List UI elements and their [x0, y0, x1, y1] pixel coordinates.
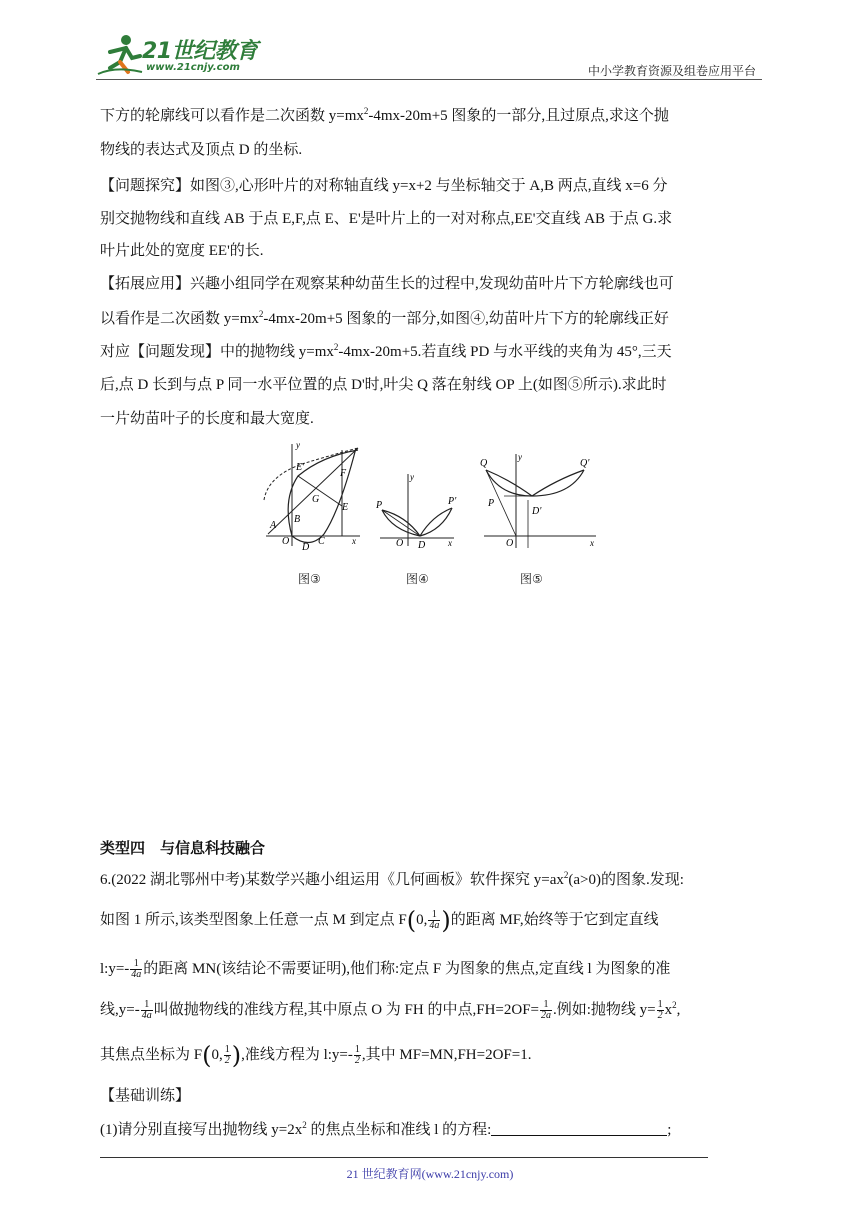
- fraction: $\frac{1}{2}$: [354, 1044, 360, 1066]
- header-platform-text: 中小学教育资源及组卷应用平台: [587, 64, 756, 78]
- text-line: 下方的轮廓线可以看作是二次函数 $y=mx^2-4mx-20m+5$ 图象的一部分,且过原点,求这个抛: [100, 106, 669, 124]
- text-line: 叶片此处的宽度 EE'的长.: [100, 243, 264, 259]
- text-line: 其焦点坐标为 F(0, $\frac{1}{2}$ ),准线方程为 l:y=- $\frac{1}{2}$ ,其中 MF=MN,FH=2OF=1.: [100, 1041, 532, 1070]
- fig3-label: O: [282, 536, 290, 547]
- fig3-label: C: [318, 536, 325, 547]
- fig3-label: A: [270, 520, 277, 531]
- section-title: 类型四 与信息科技融合: [100, 839, 266, 857]
- fig3-label: E': [296, 462, 305, 473]
- text-line: 后,点 D 长到与点 P 同一水平位置的点 D'时,叶尖 Q 落在射线 OP 上(如图⑤所示).求此时: [100, 377, 667, 393]
- text-line: 一片幼苗叶子的长度和最大宽度.: [100, 411, 314, 427]
- text-line: 【问题探究】如图③,心形叶片的对称轴直线 y=x+2 与坐标轴交于 A,B 两点,直线 x=6 分: [100, 178, 668, 194]
- fig4-label: D: [418, 540, 426, 550]
- figure-group: [262, 440, 602, 590]
- fig5-label: Q': [580, 458, 590, 469]
- text-line: 以看作是二次函数 $y=mx^2-4mx-20m+5$ 图象的一部分,如图④,幼苗叶片下方的轮廓线正好: [100, 309, 669, 327]
- text-line: 线,y=- $\frac{1}{4a}$ 叫做抛物线的准线方程,其中原点 O 为 FH 的中点,FH=2OF= $\frac{1}{2a}$ .例如:抛物线 y= $\frac{1}{2}$ $x^2$,: [100, 999, 681, 1021]
- fraction: $\frac{1}{2}$: [224, 1044, 230, 1066]
- runner-logo-icon: [96, 32, 144, 78]
- fig5-label: P: [488, 498, 495, 509]
- fig4-label: P: [376, 500, 383, 511]
- footer-divider: [100, 1157, 708, 1158]
- figure-5-caption: 图⑤: [520, 572, 543, 586]
- answer-blank[interactable]: [491, 1123, 667, 1136]
- fig4-label: x: [448, 538, 452, 548]
- text-line: 6.(2022 湖北鄂州中考)某数学兴趣小组运用《几何画板》软件探究 $y=ax^2(a>0)$的图象.发现:: [100, 870, 684, 888]
- fig4-label: P': [448, 496, 457, 507]
- fraction: $\frac{1}{4a}$: [131, 958, 142, 980]
- site-logo[interactable]: [96, 32, 266, 78]
- figure-3-caption: 图③: [298, 572, 321, 586]
- footer-text[interactable]: 21 世纪教育网(www.21cnjy.com): [346, 1167, 514, 1181]
- text-line: 对应【问题发现】中的抛物线 $y=mx^2-4mx-20m+5$.若直线 PD 与水平线的夹角为 45°,三天: [100, 342, 672, 360]
- fig5-label: D': [532, 506, 542, 517]
- figure-5-diagram: [480, 450, 602, 550]
- fig3-label: G: [312, 494, 320, 505]
- header-divider: [96, 79, 762, 80]
- text-line: 物线的表达式及顶点 D 的坐标.: [100, 142, 303, 158]
- fraction: $\frac{1}{2a}$: [541, 999, 551, 1021]
- text-line: 【拓展应用】兴趣小组同学在观察某种幼苗生长的过程中,发现幼苗叶片下方轮廓线也可: [100, 276, 674, 292]
- figure-3-diagram: [262, 440, 366, 550]
- logo-title: 21世纪教育: [142, 39, 258, 64]
- fig4-label: y: [410, 472, 414, 482]
- text-line: 别交抛物线和直线 AB 于点 E,F,点 E、E'是叶片上的一对对称点,EE'交直线 AB 于点 G.求: [100, 211, 673, 227]
- fig3-label: F: [340, 468, 347, 479]
- text-line: l:y=- $\frac{1}{4a}$ 的距离 MN(该结论不需要证明),他们称:定点 F 为图象的焦点,定直线 l 为图象的准: [100, 958, 671, 980]
- fig3-label: E: [342, 502, 349, 513]
- fig3-label: D: [302, 542, 310, 550]
- fig4-label: O: [396, 538, 404, 549]
- fig5-label: x: [590, 538, 594, 548]
- fraction: $\frac{1}{4a}$: [141, 999, 152, 1021]
- fig5-label: y: [518, 452, 522, 462]
- fig3-label: y: [296, 440, 300, 450]
- fig5-label: O: [506, 538, 514, 549]
- fraction: $\frac{1}{4a}$: [429, 909, 440, 931]
- fig5-label: Q: [480, 458, 488, 469]
- fraction: $\frac{1}{2}$: [657, 999, 663, 1021]
- logo-url: www.21cnjy.com: [146, 62, 240, 73]
- text-line: (1)请分别直接写出抛物线 $y=2x^2$ 的焦点坐标和准线 l 的方程: ;: [100, 1120, 672, 1138]
- text-line: 如图 1 所示,该类型图象上任意一点 M 到定点 F(0, $\frac{1}{4a}$ )的距离 MF,始终等于它到定直线: [100, 906, 659, 935]
- page-header: [96, 32, 762, 80]
- fig3-label: x: [352, 536, 356, 546]
- fig3-label: B: [294, 514, 301, 525]
- text-line: 【基础训练】: [100, 1088, 191, 1104]
- figure-4-caption: 图④: [406, 572, 429, 586]
- figure-4-diagram: [376, 470, 460, 550]
